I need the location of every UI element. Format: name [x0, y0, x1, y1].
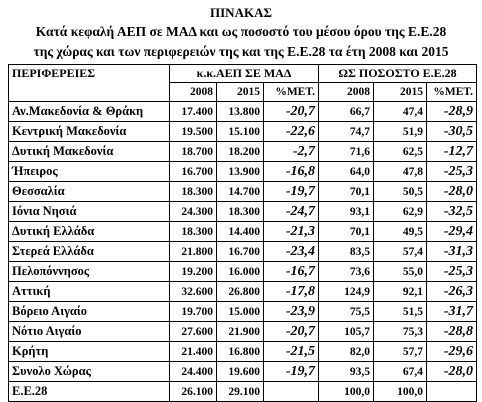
gdp-2015-cell: 15.100: [217, 122, 264, 142]
gdp-change-cell: [264, 382, 319, 402]
eu-2008-cell: 64,0: [319, 162, 374, 182]
table-row: [9, 142, 477, 162]
column-header-gdp-2015: 2015: [217, 83, 264, 102]
column-header-regions: ΠΕΡΙΦΕΡΕΙΕΣ: [9, 65, 170, 83]
gdp-change-cell: -16,7: [264, 262, 319, 282]
eu-2015-cell: 57,4: [374, 242, 427, 262]
gdp-2015-cell: 16.000: [217, 262, 264, 282]
eu-2008-cell: 124,9: [319, 282, 374, 302]
region-cell: Αττική: [9, 282, 170, 302]
eu-2015-cell: 47,8: [374, 162, 427, 182]
gdp-2008-cell: 17.400: [170, 102, 217, 122]
region-cell: Κρήτη: [9, 342, 170, 362]
gdp-2015-cell: 16.800: [217, 342, 264, 362]
gdp-2008-cell: 19.200: [170, 262, 217, 282]
eu-2008-cell: 73,6: [319, 262, 374, 282]
gdp-2008-cell: 24.400: [170, 362, 217, 382]
gdp-change-cell: -22,6: [264, 122, 319, 142]
eu-2015-cell: 55,0: [374, 262, 427, 282]
column-header-eu-2008: 2008: [319, 83, 374, 102]
gdp-2015-cell: 14.400: [217, 222, 264, 242]
table-row: [9, 102, 477, 122]
eu-2008-cell: 83,5: [319, 242, 374, 262]
gdp-change-cell: -20,7: [264, 322, 319, 342]
eu-2008-cell: 70,1: [319, 222, 374, 242]
table-row: [9, 182, 477, 202]
gdp-change-cell: -23,9: [264, 302, 319, 322]
region-cell: Δυτική Μακεδονία: [9, 142, 170, 162]
table-row: [9, 342, 477, 362]
gdp-2015-cell: 15.000: [217, 302, 264, 322]
region-cell: Κεντρική Μακεδονία: [9, 122, 170, 142]
eu-2015-cell: 50,5: [374, 182, 427, 202]
column-header-gdp-change: %ΜΕΤ.: [264, 83, 319, 102]
column-header-gdp-2008: 2008: [170, 83, 217, 102]
table-subtitle-line-2: της χώρας και των περιφερειών της και της Ε.Ε.28 τα έτη 2008 και 2015: [33, 44, 449, 59]
region-cell: Στερεά Ελλάδα: [9, 242, 170, 262]
gdp-change-cell: -21,3: [264, 222, 319, 242]
region-cell: Νότιο Αιγαίο: [9, 322, 170, 342]
eu-change-cell: -31,3: [427, 242, 477, 262]
eu-2015-cell: 57,7: [374, 342, 427, 362]
region-cell: Αν.Μακεδονία & Θράκη: [9, 102, 170, 122]
gdp-2015-cell: 13.900: [217, 162, 264, 182]
eu-change-cell: [427, 382, 477, 402]
table-row: [9, 162, 477, 182]
gdp-2008-cell: 19.500: [170, 122, 217, 142]
table-row: [9, 282, 477, 302]
eu-2008-cell: 93,1: [319, 202, 374, 222]
eu-2015-cell: 62,9: [374, 202, 427, 222]
eu-2008-cell: 66,7: [319, 102, 374, 122]
gdp-2008-cell: 21.400: [170, 342, 217, 362]
region-cell: Δυτική Ελλάδα: [9, 222, 170, 242]
region-cell: Ιόνια Νησιά: [9, 202, 170, 222]
region-cell: Συνολο Χώρας: [9, 362, 170, 382]
table-row: [9, 122, 477, 142]
column-group-gdp-pps: κ.κ.ΑΕΠ ΣΕ ΜΑΔ: [170, 65, 319, 83]
gdp-change-cell: -19,7: [264, 362, 319, 382]
eu-2008-cell: 71,6: [319, 142, 374, 162]
gdp-2008-cell: 19.700: [170, 302, 217, 322]
eu-change-cell: -29,6: [427, 342, 477, 362]
eu-2015-cell: 92,1: [374, 282, 427, 302]
eu-change-cell: -29,4: [427, 222, 477, 242]
gdp-2015-cell: 29.100: [217, 382, 264, 402]
gdp-2008-cell: 32.600: [170, 282, 217, 302]
gdp-2015-cell: 18.200: [217, 142, 264, 162]
table-title: ΠΙΝΑΚΑΣ: [210, 5, 272, 20]
eu-2008-cell: 100,0: [319, 382, 374, 402]
table-row: [9, 242, 477, 262]
eu-2008-cell: 105,7: [319, 322, 374, 342]
gdp-2015-cell: 16.700: [217, 242, 264, 262]
eu-2008-cell: 82,0: [319, 342, 374, 362]
eu-2015-cell: 51,9: [374, 122, 427, 142]
column-header-eu-change: %ΜΕΤ.: [427, 83, 477, 102]
eu-2015-cell: 62,5: [374, 142, 427, 162]
region-cell: Πελοπόννησος: [9, 262, 170, 282]
eu-2015-cell: 51,5: [374, 302, 427, 322]
gdp-2015-cell: 13.800: [217, 102, 264, 122]
table-row: [9, 222, 477, 242]
eu-2015-cell: 47,4: [374, 102, 427, 122]
eu-2015-cell: 67,4: [374, 362, 427, 382]
gdp-2008-cell: 24.300: [170, 202, 217, 222]
gdp-2008-cell: 26.100: [170, 382, 217, 402]
gdp-2008-cell: 16.700: [170, 162, 217, 182]
gdp-change-cell: -24,7: [264, 202, 319, 222]
eu-change-cell: -30,5: [427, 122, 477, 142]
eu-change-cell: -28,0: [427, 362, 477, 382]
eu-change-cell: -25,3: [427, 162, 477, 182]
column-header-eu-2015: 2015: [374, 83, 427, 102]
eu-2015-cell: 49,5: [374, 222, 427, 242]
gdp-2008-cell: 18.300: [170, 222, 217, 242]
table-row: [9, 262, 477, 282]
eu-change-cell: -32,5: [427, 202, 477, 222]
gdp-2008-cell: 18.300: [170, 182, 217, 202]
header-row-years: [9, 83, 477, 102]
gdp-2008-cell: 18.700: [170, 142, 217, 162]
eu-2015-cell: 75,3: [374, 322, 427, 342]
eu-change-cell: -31,7: [427, 302, 477, 322]
table-row: [9, 322, 477, 342]
eu-2015-cell: 100,0: [374, 382, 427, 402]
gdp-change-cell: -21,5: [264, 342, 319, 362]
gdp-change-cell: -17,8: [264, 282, 319, 302]
table-row: [9, 202, 477, 222]
eu-2008-cell: 93,5: [319, 362, 374, 382]
table-subtitle-line-1: Κατά κεφαλή ΑΕΠ σε ΜΑΔ και ως ποσοστό του μέσου όρου της Ε.Ε.28: [35, 24, 447, 39]
region-cell: Θεσσαλία: [9, 182, 170, 202]
table-row: [9, 362, 477, 382]
eu-2008-cell: 70,1: [319, 182, 374, 202]
eu-change-cell: -28,9: [427, 102, 477, 122]
gdp-change-cell: -19,7: [264, 182, 319, 202]
gdp-change-cell: -16,8: [264, 162, 319, 182]
header-row-groups: [9, 65, 477, 83]
table-row: [9, 382, 477, 402]
gdp-2015-cell: 26.800: [217, 282, 264, 302]
gdp-2015-cell: 18.300: [217, 202, 264, 222]
eu-change-cell: -26,3: [427, 282, 477, 302]
gdp-2015-cell: 14.700: [217, 182, 264, 202]
region-cell: Βόρειο Αιγαίο: [9, 302, 170, 322]
gdp-change-cell: -2,7: [264, 142, 319, 162]
gdp-change-cell: -23,4: [264, 242, 319, 262]
region-cell: Ε.Ε.28: [9, 382, 170, 402]
gdp-2008-cell: 27.600: [170, 322, 217, 342]
eu-change-cell: -25,3: [427, 262, 477, 282]
column-group-eu28-percent: ΩΣ ΠΟΣΟΣΤΟ Ε.Ε.28: [319, 65, 477, 83]
region-cell: Ήπειρος: [9, 162, 170, 182]
eu-change-cell: -28,8: [427, 322, 477, 342]
column-header-regions-blank: [9, 83, 170, 102]
gdp-2008-cell: 21.800: [170, 242, 217, 262]
eu-change-cell: -12,7: [427, 142, 477, 162]
eu-2008-cell: 75,5: [319, 302, 374, 322]
gdp-per-capita-table: [8, 64, 477, 402]
gdp-2015-cell: 21.900: [217, 322, 264, 342]
gdp-change-cell: -20,7: [264, 102, 319, 122]
eu-change-cell: -28,0: [427, 182, 477, 202]
gdp-2015-cell: 19.600: [217, 362, 264, 382]
table-row: [9, 302, 477, 322]
eu-2008-cell: 74,7: [319, 122, 374, 142]
